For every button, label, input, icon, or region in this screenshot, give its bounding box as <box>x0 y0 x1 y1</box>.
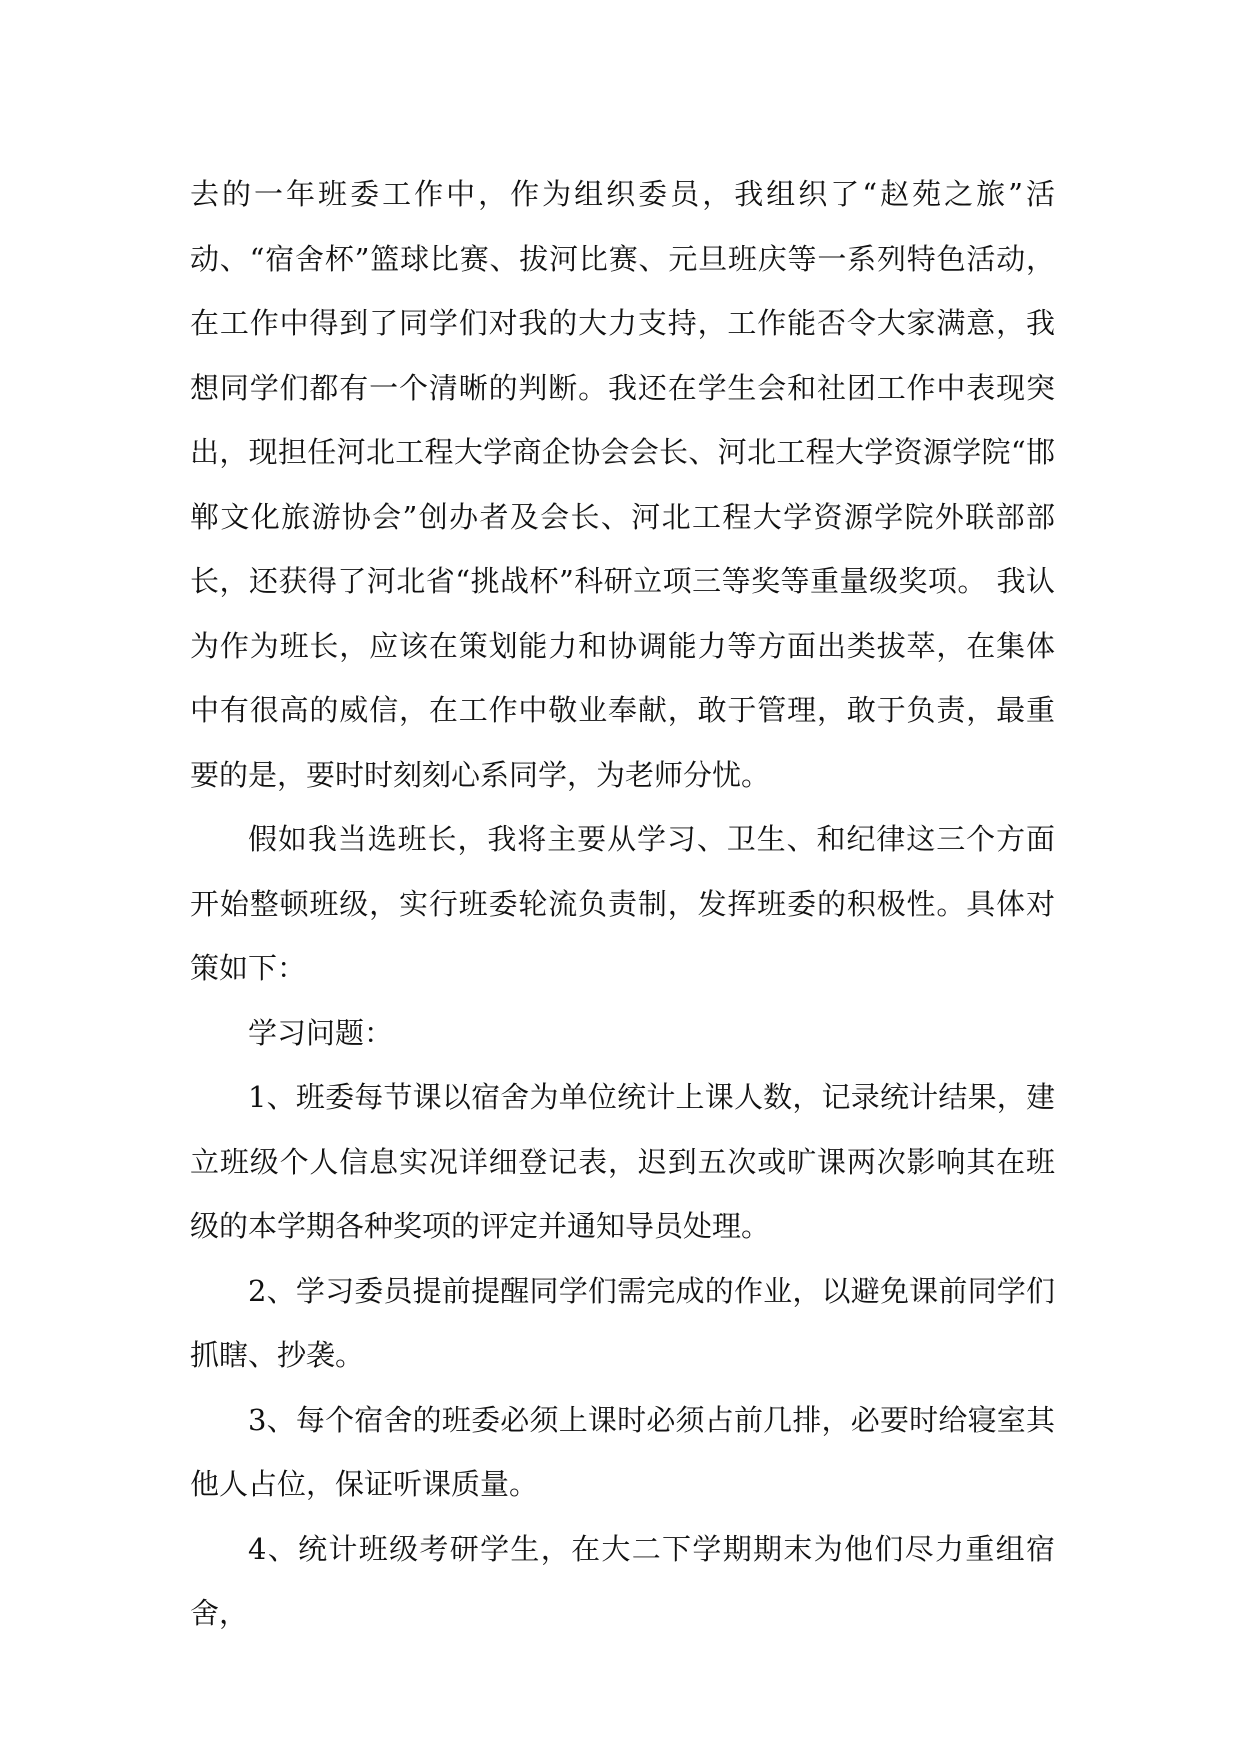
list-item-3: 3、每个宿舍的班委必须上课时必须占前几排，必要时给寝室其他人占位，保证听课质量。 <box>190 1402 1055 1501</box>
paragraph-plan: 假如我当选班长，我将主要从学习、卫生、和纪律这三个方面开始整顿班级，实行班委轮流负责制，发挥班委的积极性。具体对策如下： <box>190 822 1055 985</box>
list-item-2: 2、学习委员提前提醒同学们需完成的作业，以避免课前同学们抓瞎、抄袭。 <box>190 1273 1055 1372</box>
paragraph-intro: 去的一年班委工作中，作为组织委员，我组织了“赵苑之旅”活动、“宿舍杯”篮球比赛、拔河比赛、元旦班庆等一系列特色活动，在工作中得到了同学们对我的大力支持，工作能否令大家满意，我想同学们都有一个清晰的判断。我还在学生会和社团工作中表现突出，现担任河北工程大学商企协会会长、河北工程大学资源学院“邯郸文化旅游协会”创办者及会长、河北工程大学资源学院外联部部长，还获得了河北省“挑战杯”科研立项三等奖等重量级奖项。 我认为作为班长，应该在策划能力和协调能力等方面出类拔萃，在集体中有很高的威信，在工作中敬业奉献，敢于管理，敢于负责，最重要的是，要时时刻刻心系同学，为老师分忧。 <box>190 177 1055 792</box>
list-item-4: 4、统计班级考研学生，在大二下学期期末为他们尽力重组宿舍， <box>190 1531 1055 1630</box>
section-heading-study: 学习问题： <box>248 1015 394 1050</box>
list-item-1: 1、班委每节课以宿舍为单位统计上课人数，记录统计结果，建立班级个人信息实况详细登记表，迟到五次或旷课两次影响其在班级的本学期各种奖项的评定并通知导员处理。 <box>190 1080 1055 1243</box>
body-text <box>190 162 1055 1646</box>
